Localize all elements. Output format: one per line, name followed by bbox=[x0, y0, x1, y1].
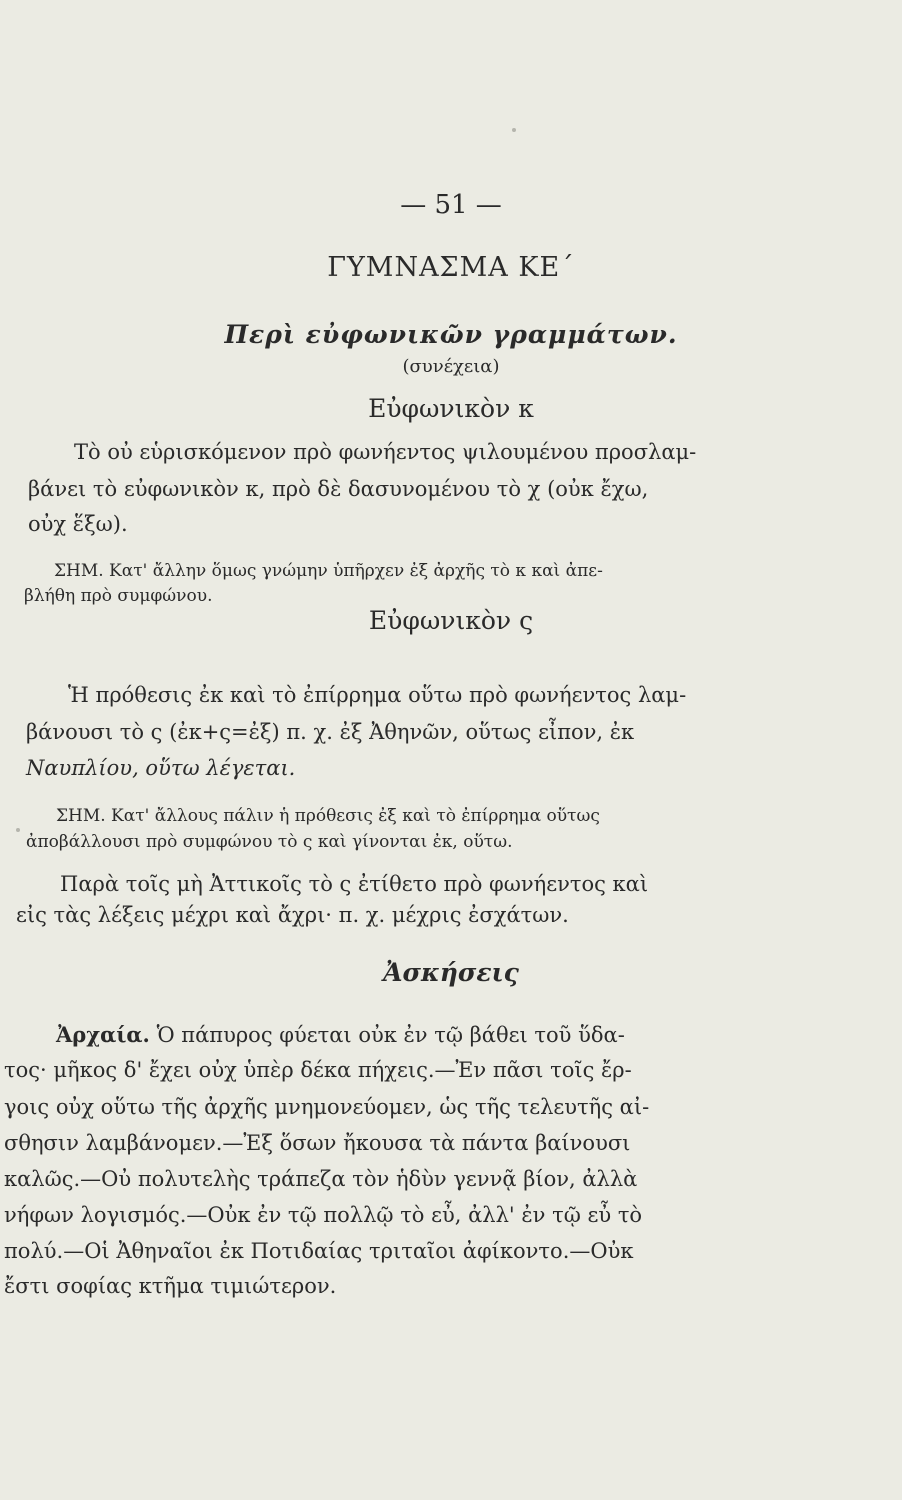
kappa-text-line-1: Τὸ οὐ εὑρισκόμενον πρὸ φωνήεντος ψιλουμένου προσλαμ- bbox=[74, 440, 697, 464]
sigma-note-line-1: ΣΗΜ. Κατ' ἄλλους πάλιν ἡ πρόθεσις ἐξ καὶ τὸ ἐπίρρημα οὕτως bbox=[56, 806, 600, 826]
exercises-line-6: νήφων λογισμός.—Οὐκ ἐν τῷ πολλῷ τὸ εὖ, ἀλλ' ἐν τῷ εὖ τὸ bbox=[4, 1203, 643, 1227]
exercises-line-2: τος· μῆκος δ' ἔχει οὐχ ὑπὲρ δέκα πήχεις.—Ἐν πᾶσι τοῖς ἔρ- bbox=[4, 1058, 632, 1082]
exercises-line-8: ἔστι σοφίας κτῆμα τιμιώτερον. bbox=[4, 1274, 337, 1298]
exercises-line-1 bbox=[56, 1022, 625, 1047]
section-title: Περὶ εὐφωνικῶν γραμμάτων. bbox=[224, 320, 678, 349]
kappa-note-line-2: βλήθη πρὸ συμφώνου. bbox=[24, 586, 213, 606]
exercises-line-1-text: Ὁ πάπυρος φύεται οὐκ ἐν τῷ βάθει τοῦ ὕδα- bbox=[156, 1023, 625, 1047]
attic-text-line-2: εἰς τὰς λέξεις μέχρι καὶ ἄχρι· π. χ. μέχρις ἐσχάτων. bbox=[16, 903, 569, 927]
exercises-line-3: γοις οὐχ οὕτω τῆς ἀρχῆς μνημονεύομεν, ὡς τῆς τελευτῆς αἰ- bbox=[4, 1095, 650, 1119]
exercises-line-4: σθησιν λαμβάνομεν.—Ἐξ ὅσων ἤκουσα τὰ πάντα βαίνουσι bbox=[4, 1131, 631, 1155]
exercise-title: ΓΥΜΝΑΣΜΑ ΚΕ΄ bbox=[327, 252, 575, 283]
continued-label: (συνέχεια) bbox=[402, 356, 500, 377]
page-number: — 51 — bbox=[400, 190, 502, 220]
attic-text-line-1: Παρὰ τοῖς μὴ Ἀττικοῖς τὸ ς ἐτίθετο πρὸ φωνήεντος καὶ bbox=[60, 872, 649, 896]
exercises-heading: Ἀσκήσεις bbox=[383, 958, 519, 987]
paper-speck bbox=[16, 828, 20, 832]
exercises-line-5: καλῶς.—Οὐ πολυτελὴς τράπεζα τὸν ἡδὺν γεννᾷ βίον, ἀλλὰ bbox=[4, 1167, 638, 1191]
kappa-text-line-3: οὐχ ἕξω). bbox=[28, 512, 128, 536]
exercises-label: Ἀρχαία. bbox=[56, 1022, 150, 1047]
kappa-heading: Εὐφωνικὸν κ bbox=[368, 394, 534, 423]
sigma-text-line-2: βάνουσι τὸ ς (ἐκ+ς=ἐξ) π. χ. ἐξ Ἀθηνῶν, οὕτως εἶπον, ἐκ bbox=[26, 720, 635, 744]
kappa-note-line-1: ΣΗΜ. Κατ' ἄλλην ὅμως γνώμην ὑπῆρχεν ἐξ ἀρχῆς τὸ κ καὶ ἀπε- bbox=[54, 561, 603, 581]
kappa-text-line-2: βάνει τὸ εὐφωνικὸν κ, πρὸ δὲ δασυνομένου τὸ χ (οὐκ ἔχω, bbox=[28, 477, 649, 501]
exercises-line-7: πολύ.—Οἱ Ἀθηναῖοι ἐκ Ποτιδαίας τριταῖοι ἀφίκοντο.—Οὐκ bbox=[4, 1239, 634, 1263]
sigma-text-line-1: Ἡ πρόθεσις ἐκ καὶ τὸ ἐπίρρημα οὕτω πρὸ φωνήεντος λαμ- bbox=[68, 683, 687, 707]
sigma-note-line-2: ἀποβάλλουσι πρὸ συμφώνου τὸ ς καὶ γίνονται ἐκ, οὕτω. bbox=[26, 832, 513, 852]
paper-speck bbox=[512, 128, 516, 132]
sigma-heading: Εὐφωνικὸν ς bbox=[368, 606, 534, 635]
sigma-text-line-3: Ναυπλίου, οὕτω λέγεται. bbox=[26, 756, 296, 780]
